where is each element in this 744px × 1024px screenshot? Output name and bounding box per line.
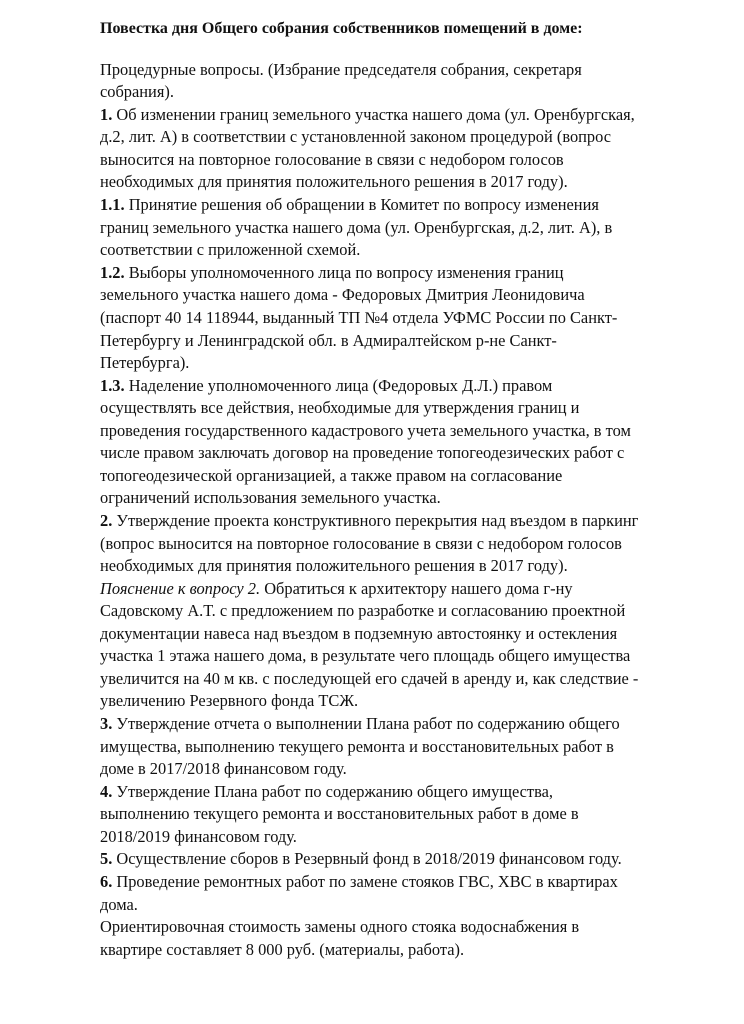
agenda-line xyxy=(100,240,360,260)
line-text: Петербурга). xyxy=(100,353,190,372)
line-text: доме в 2017/2018 финансовом году. xyxy=(100,759,347,778)
line-text: Проведение ремонтных работ по замене стояков ГВС, ХВС в квартирах xyxy=(112,872,618,891)
agenda-line xyxy=(100,691,358,711)
line-text: собрания). xyxy=(100,82,174,101)
agenda-line xyxy=(100,579,573,599)
agenda-line xyxy=(100,895,138,915)
agenda-line xyxy=(100,737,614,757)
line-text: Утверждение проекта конструктивного перекрытия над въездом в паркинг xyxy=(112,511,639,530)
line-text: Ориентировочная стоимость замены одного стояка водоснабжения в xyxy=(100,917,580,936)
item-number: 1.2. xyxy=(100,263,125,282)
agenda-line xyxy=(100,82,174,102)
agenda-line xyxy=(100,353,189,373)
line-text: Выборы уполномоченного лица по вопросу изменения границ xyxy=(124,263,564,282)
agenda-line xyxy=(100,60,582,80)
line-text: Об изменении границ земельного участка нашего дома (ул. Оренбургская, xyxy=(112,105,635,124)
agenda-line xyxy=(100,827,297,847)
agenda-line xyxy=(100,601,625,621)
agenda-line xyxy=(100,443,624,463)
item-number: 5. xyxy=(100,849,113,868)
item-number: 1.1. xyxy=(100,195,125,214)
line-text: 2018/2019 финансовом году. xyxy=(100,827,297,846)
agenda-line xyxy=(100,263,564,283)
line-text: земельного участка нашего дома - Федоровых Дмитрия Леонидовича xyxy=(100,285,585,304)
line-text: осуществлять все действия, необходимые для утверждения границ и xyxy=(100,398,580,417)
agenda-line xyxy=(100,940,464,960)
line-text: квартире составляет 8 000 руб. (материалы, работа). xyxy=(100,940,465,959)
agenda-line xyxy=(100,195,599,215)
agenda-line xyxy=(100,376,552,396)
line-text: ограничений использования земельного участка. xyxy=(100,488,441,507)
agenda-line xyxy=(100,804,579,824)
line-text: д.2, лит. А) в соответствии с установленной законом процедурой (вопрос xyxy=(100,127,611,146)
agenda-line xyxy=(100,308,617,328)
agenda-line xyxy=(100,218,612,238)
item-number: 1. xyxy=(100,105,113,124)
line-text: проведения государственного кадастрового учета земельного участка, в том xyxy=(100,421,631,440)
agenda-line xyxy=(100,534,622,554)
line-text: имущества, выполнению текущего ремонта и восстановительных работ в xyxy=(100,737,614,756)
line-text: Осуществление сборов в Резервный фонд в 2018/2019 финансовом году. xyxy=(112,849,622,868)
line-text: числе правом заключать договор на проведение топогеодезических работ с xyxy=(100,443,625,462)
agenda-line xyxy=(100,127,611,147)
line-text: увеличится на 40 м кв. с последующей его сдачей в аренду и, как следствие - xyxy=(100,669,639,688)
agenda-line xyxy=(100,917,579,937)
item-number: 2. xyxy=(100,511,113,530)
line-text: дома. xyxy=(100,895,138,914)
agenda-line xyxy=(100,872,618,892)
line-text: Принятие решения об обращении в Комитет по вопросу изменения xyxy=(124,195,599,214)
line-text: Обратиться к архитектору нашего дома г-ну xyxy=(260,579,573,598)
document-title: Повестка дня Общего собрания собственников помещений в доме: xyxy=(100,20,583,37)
line-text: соответствии с приложенной схемой. xyxy=(100,240,361,259)
agenda-line xyxy=(100,669,638,689)
agenda-line xyxy=(100,849,622,869)
line-text: Садовскому А.Т. с предложением по разработке и согласованию проектной xyxy=(100,601,626,620)
line-text: документации навеса над въездом в подземную автостоянку и остекления xyxy=(100,624,618,643)
line-text: Петербургу и Ленинградской обл. в Адмиралтейском р-не Санкт- xyxy=(100,331,557,350)
line-text: (вопрос выносится на повторное голосование в связи с недобором голосов xyxy=(100,534,622,553)
agenda-line xyxy=(100,714,620,734)
agenda-line xyxy=(100,398,579,418)
line-text: (паспорт 40 14 118944, выданный ТП №4 отдела УФМС России по Санкт- xyxy=(100,308,618,327)
line-text: участка 1 этажа нашего дома, в результате чего площадь общего имущества xyxy=(100,646,631,665)
item-number: 3. xyxy=(100,714,113,733)
agenda-line xyxy=(100,782,553,802)
agenda-line xyxy=(100,331,557,351)
line-text: Утверждение отчета о выполнении Плана работ по содержанию общего xyxy=(112,714,620,733)
line-text: границ земельного участка нашего дома (ул. Оренбургская, д.2, лит. А), в xyxy=(100,218,613,237)
agenda-line xyxy=(100,150,564,170)
item-number: 1.3. xyxy=(100,376,125,395)
agenda-line xyxy=(100,511,638,531)
line-text: выполнению текущего ремонта и восстановительных работ в доме в xyxy=(100,804,579,823)
item-number: 4. xyxy=(100,782,113,801)
line-text: необходимых для принятия положительного решения в 2017 году). xyxy=(100,556,568,575)
line-text: Утверждение Плана работ по содержанию общего имущества, xyxy=(112,782,553,801)
agenda-line xyxy=(100,285,585,305)
item-number: 6. xyxy=(100,872,113,891)
note-label: Пояснение к вопросу 2. xyxy=(100,579,261,598)
line-text: увеличению Резервного фонда ТСЖ. xyxy=(100,691,359,710)
line-text: топогеодезической организацией, а также правом на согласование xyxy=(100,466,563,485)
line-text: Наделение уполномоченного лица (Федоровых Д.Л.) правом xyxy=(124,376,553,395)
agenda-line xyxy=(100,105,635,125)
agenda-line xyxy=(100,556,568,576)
line-text: выносится на повторное голосование в связи с недобором голосов xyxy=(100,150,564,169)
agenda-line xyxy=(100,466,562,486)
agenda-line xyxy=(100,759,347,779)
agenda-line xyxy=(100,172,568,192)
agenda-line xyxy=(100,624,617,644)
agenda-line xyxy=(100,646,630,666)
line-text: необходимых для принятия положительного решения в 2017 году). xyxy=(100,172,568,191)
agenda-line xyxy=(100,488,441,508)
agenda-line xyxy=(100,421,631,441)
line-text: Процедурные вопросы. (Избрание председателя собрания, секретаря xyxy=(100,60,582,79)
